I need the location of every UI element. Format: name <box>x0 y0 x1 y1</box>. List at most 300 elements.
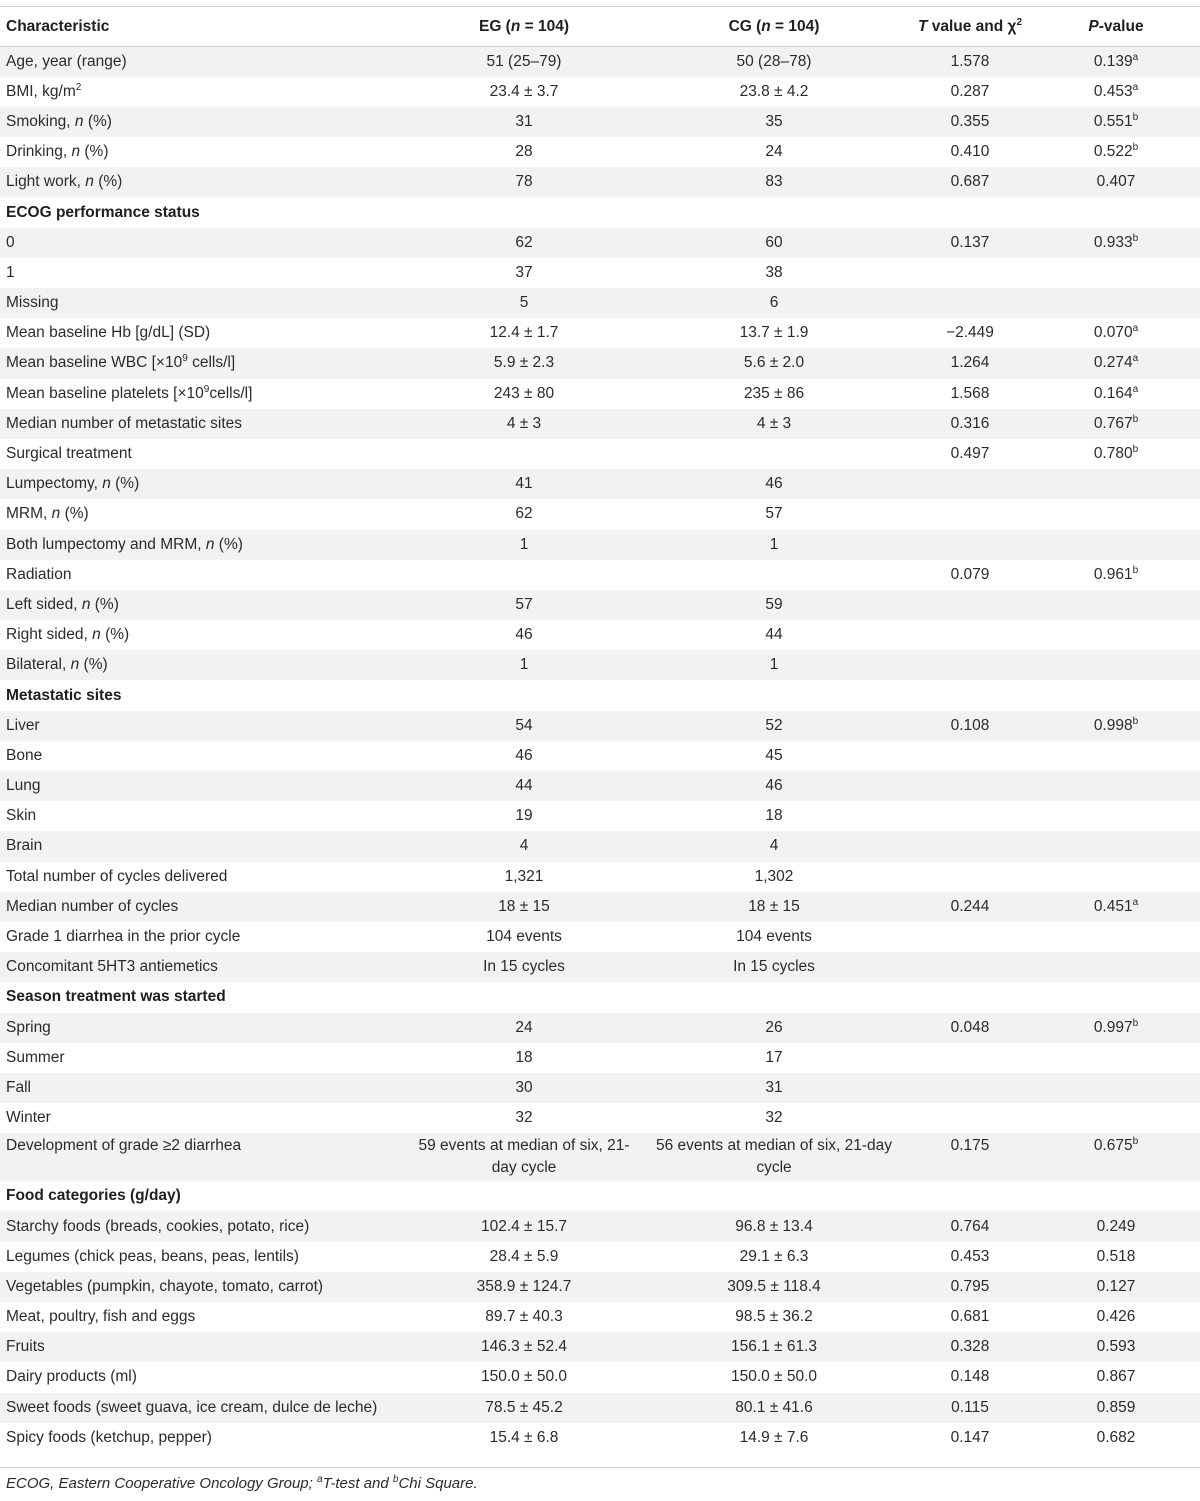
p-value-superscript: a <box>1132 51 1139 63</box>
cell-t-value <box>908 771 1032 801</box>
characteristic-label: Total number of cycles delivered <box>6 867 228 885</box>
cell-eg-value: 1 <box>519 656 529 674</box>
p-value-number: 0.997 <box>1093 1018 1133 1036</box>
cell-cg-value <box>640 560 908 590</box>
cell-p-value <box>1032 862 1200 892</box>
cell-cg-value: 26 <box>765 1018 783 1036</box>
cell-characteristic <box>0 650 408 680</box>
cell-characteristic <box>0 711 408 741</box>
characteristic-label: Liver <box>6 716 40 734</box>
characteristic-label: Metastatic sites <box>6 686 122 704</box>
cell-t-value <box>908 469 1032 499</box>
cell-characteristic <box>0 1073 408 1103</box>
cell-cg-value: 235 ± 86 <box>743 384 805 402</box>
table-footnote <box>6 1475 478 1492</box>
cell-cg-value: 1 <box>769 656 779 674</box>
p-value-number: 0.518 <box>1096 1247 1136 1265</box>
characteristic-label: Left sided, <box>6 595 82 613</box>
cell-cg-value: 18 ± 15 <box>748 897 800 915</box>
p-value-number: 0.522 <box>1093 143 1133 161</box>
cell-p-value <box>1032 771 1200 801</box>
cell-cg-value: 60 <box>765 233 783 251</box>
characteristic-label: Brain <box>6 837 43 855</box>
cell-characteristic <box>0 228 408 258</box>
cell-characteristic <box>0 831 408 861</box>
cell-cg-value: 98.5 ± 36.2 <box>735 1308 813 1326</box>
table-row <box>0 77 1200 107</box>
cell-cg-value: 5.6 ± 2.0 <box>743 354 805 372</box>
cell-t-value <box>908 288 1032 318</box>
cell-characteristic <box>0 862 408 892</box>
characteristic-label: Concomitant 5HT3 antiemetics <box>6 958 218 976</box>
cell-t-value: 0.410 <box>950 143 990 161</box>
cell-cg-value: 56 events at median of six, 21-day cycle <box>655 1137 893 1177</box>
cell-eg-value: 12.4 ± 1.7 <box>489 324 559 342</box>
cell-p-value <box>1032 1423 1200 1453</box>
cell-t-value: 1.568 <box>950 384 990 402</box>
characteristic-label: Spicy foods (ketchup, pepper) <box>6 1428 212 1446</box>
cell-t-value <box>908 1103 1032 1133</box>
cell-p-value <box>1032 318 1200 348</box>
characteristic-label: Skin <box>6 807 37 825</box>
p-value-number: 0.407 <box>1096 173 1136 191</box>
cell-characteristic <box>0 348 408 378</box>
cell-t-value <box>908 1073 1032 1103</box>
section-header-row <box>0 1181 1200 1211</box>
table-row <box>0 228 1200 258</box>
characteristic-label-tail: (%) <box>60 505 89 523</box>
table-row <box>0 771 1200 801</box>
cell-p-value <box>1032 258 1200 288</box>
characteristic-label: Lumpectomy, <box>6 475 103 493</box>
table-row <box>0 741 1200 771</box>
cell-t-value <box>908 530 1032 560</box>
cell-eg-value: 18 ± 15 <box>498 897 550 915</box>
cell-characteristic <box>0 1393 408 1423</box>
p-value-number: 0.998 <box>1093 716 1133 734</box>
cell-characteristic <box>0 318 408 348</box>
header-cg-prefix: CG ( <box>728 17 762 35</box>
cell-characteristic <box>0 288 408 318</box>
characteristic-label-italic: n <box>70 656 80 674</box>
cell-cg-value: 31 <box>765 1078 783 1096</box>
cell-characteristic <box>0 167 408 197</box>
cell-eg-value: 62 <box>515 233 533 251</box>
characteristic-label: Legumes (chick peas, beans, peas, lentils) <box>6 1247 299 1265</box>
cell-p-value <box>1032 952 1200 982</box>
cell-cg-value <box>640 982 908 1012</box>
characteristic-label-italic: n <box>92 626 101 644</box>
header-t-label: T <box>917 17 928 35</box>
cell-cg-value: 46 <box>765 777 783 795</box>
p-value-number: 0.767 <box>1093 414 1133 432</box>
cell-p-value <box>1032 650 1200 680</box>
cell-p-value <box>1032 801 1200 831</box>
cell-t-value <box>908 801 1032 831</box>
table-row <box>0 650 1200 680</box>
cell-t-value <box>908 620 1032 650</box>
table-row <box>0 952 1200 982</box>
header-p-value <box>1032 7 1200 47</box>
cell-eg-value: 32 <box>515 1109 533 1127</box>
cell-characteristic <box>0 922 408 952</box>
header-t-value <box>908 7 1032 47</box>
p-value-superscript: b <box>1132 715 1139 727</box>
characteristic-label-tail: (%) <box>83 112 112 130</box>
characteristic-label: Mean baseline platelets [×10 <box>6 384 204 402</box>
cell-characteristic <box>0 771 408 801</box>
p-value-number: 0.127 <box>1096 1277 1136 1295</box>
footnote-divider <box>0 1467 1200 1468</box>
cell-characteristic <box>0 77 408 107</box>
cell-cg-value: 96.8 ± 13.4 <box>735 1217 813 1235</box>
cell-eg-value <box>408 982 640 1012</box>
cell-t-value <box>908 499 1032 529</box>
table-row <box>0 1362 1200 1392</box>
cell-characteristic <box>0 137 408 167</box>
p-value-number: 0.593 <box>1096 1338 1136 1356</box>
cell-p-value <box>1032 620 1200 650</box>
cell-t-value <box>908 590 1032 620</box>
p-value-superscript: b <box>1132 444 1139 456</box>
cell-eg-value: 243 ± 80 <box>493 384 555 402</box>
cell-eg-value: 5.9 ± 2.3 <box>493 354 555 372</box>
cell-cg-value: 80.1 ± 41.6 <box>735 1398 813 1416</box>
cell-t-value: 0.048 <box>950 1018 990 1036</box>
cell-p-value <box>1032 590 1200 620</box>
footnote-sup-a: a <box>316 1474 323 1485</box>
cell-eg-value: 46 <box>515 626 533 644</box>
cell-p-value <box>1032 77 1200 107</box>
cell-p-value <box>1032 1133 1200 1181</box>
cell-eg-value: 31 <box>515 112 533 130</box>
characteristic-label-superscript: 9 <box>182 353 188 365</box>
cell-p-value <box>1032 379 1200 409</box>
cell-cg-value: 150.0 ± 50.0 <box>730 1368 818 1386</box>
p-value-superscript: a <box>1132 896 1139 908</box>
cell-characteristic <box>0 1332 408 1362</box>
table-row <box>0 499 1200 529</box>
p-value-superscript: a <box>1132 81 1139 93</box>
cell-eg-value: 104 events <box>486 928 562 946</box>
cell-cg-value: 23.8 ± 4.2 <box>739 82 809 100</box>
cell-cg-value: 4 <box>769 837 779 855</box>
p-value-superscript: b <box>1132 1017 1139 1029</box>
table-row <box>0 620 1200 650</box>
cell-t-value: 0.079 <box>950 565 990 583</box>
p-value-superscript: b <box>1132 142 1139 154</box>
table-row <box>0 137 1200 167</box>
cell-t-value: 0.687 <box>950 173 990 191</box>
cell-cg-value: 1 <box>769 535 779 553</box>
table-row <box>0 1043 1200 1073</box>
characteristic-label: 1 <box>6 263 15 281</box>
cell-cg-value: 44 <box>765 626 783 644</box>
characteristic-label: 0 <box>6 233 15 251</box>
section-header-row <box>0 680 1200 710</box>
p-value-number: 0.933 <box>1093 233 1133 251</box>
characteristic-label-tail: (%) <box>110 475 140 493</box>
cell-characteristic <box>0 892 408 922</box>
characteristic-label: Winter <box>6 1109 51 1127</box>
p-value-superscript: b <box>1132 413 1139 425</box>
characteristic-label: Light work, <box>6 173 86 191</box>
cell-eg-value <box>408 560 640 590</box>
table-row <box>0 258 1200 288</box>
cell-t-value: 0.328 <box>950 1338 990 1356</box>
cell-characteristic <box>0 590 408 620</box>
table-row <box>0 590 1200 620</box>
cell-cg-value: 14.9 ± 7.6 <box>739 1428 809 1446</box>
cell-eg-value <box>408 197 640 227</box>
characteristic-label: MRM, <box>6 505 52 523</box>
cell-cg-value: 17 <box>765 1048 783 1066</box>
cell-cg-value: 104 events <box>736 928 812 946</box>
cell-characteristic <box>0 1242 408 1272</box>
header-t-rest: value and χ <box>927 17 1017 35</box>
cell-p-value <box>1032 1242 1200 1272</box>
characteristic-label: Grade 1 diarrhea in the prior cycle <box>6 928 241 946</box>
characteristic-label: Vegetables (pumpkin, chayote, tomato, carrot) <box>6 1277 324 1295</box>
cell-p-value <box>1032 982 1200 1012</box>
cell-characteristic <box>0 197 408 227</box>
cell-t-value: 0.795 <box>950 1277 990 1295</box>
table-row <box>0 1272 1200 1302</box>
characteristic-label: Sweet foods (sweet guava, ice cream, dulce de leche) <box>6 1398 378 1416</box>
cell-p-value <box>1032 1043 1200 1073</box>
cell-p-value <box>1032 47 1200 77</box>
characteristic-label: Fall <box>6 1078 31 1096</box>
p-value-number: 0.780 <box>1093 445 1133 463</box>
cell-p-value <box>1032 711 1200 741</box>
cell-characteristic <box>0 741 408 771</box>
cell-characteristic <box>0 379 408 409</box>
characteristic-label-italic: n <box>81 595 91 613</box>
cell-p-value <box>1032 499 1200 529</box>
characteristic-label: Mean baseline Hb [g/dL] (SD) <box>6 324 211 342</box>
table-row <box>0 47 1200 77</box>
characteristic-label-tail: (%) <box>80 143 109 161</box>
characteristic-label: Drinking, <box>6 143 72 161</box>
table-row <box>0 862 1200 892</box>
cell-p-value <box>1032 107 1200 137</box>
cell-p-value <box>1032 1181 1200 1211</box>
cell-eg-value: 41 <box>515 475 533 493</box>
footnote-part1: ECOG, Eastern Cooperative Oncology Group; <box>6 1475 317 1492</box>
cell-p-value <box>1032 831 1200 861</box>
cell-t-value: 0.148 <box>950 1368 990 1386</box>
cell-t-value: 1.578 <box>950 52 990 70</box>
characteristic-label: Summer <box>6 1048 65 1066</box>
table-row <box>0 318 1200 348</box>
cell-characteristic <box>0 952 408 982</box>
characteristic-label: BMI, kg/m <box>6 82 76 100</box>
p-value-number: 0.070 <box>1093 324 1133 342</box>
header-p-label: P <box>1088 17 1099 35</box>
header-cg-suffix: = 104) <box>770 17 820 35</box>
cell-t-value: 0.764 <box>950 1217 990 1235</box>
cell-characteristic <box>0 1423 408 1453</box>
cell-p-value <box>1032 1362 1200 1392</box>
cell-characteristic <box>0 680 408 710</box>
p-value-number: 0.453 <box>1093 82 1133 100</box>
cell-p-value <box>1032 1302 1200 1332</box>
p-value-number: 0.274 <box>1093 354 1133 372</box>
cell-eg-value: 19 <box>515 807 533 825</box>
cell-eg-value: 44 <box>515 777 533 795</box>
table-row <box>0 469 1200 499</box>
characteristic-label: Mean baseline WBC [×10 <box>6 354 183 372</box>
cell-characteristic <box>0 47 408 77</box>
cell-characteristic <box>0 620 408 650</box>
cell-p-value <box>1032 469 1200 499</box>
table-row <box>0 831 1200 861</box>
cell-eg-value: 23.4 ± 3.7 <box>489 82 559 100</box>
header-eg-n: n <box>510 17 521 35</box>
table-row <box>0 1302 1200 1332</box>
section-header-row <box>0 982 1200 1012</box>
footnote-part2: T-test and <box>322 1475 393 1492</box>
cell-eg-value: 4 <box>519 837 529 855</box>
table-row <box>0 711 1200 741</box>
table-row <box>0 409 1200 439</box>
cell-cg-value: 4 ± 3 <box>756 414 792 432</box>
p-value-number: 0.139 <box>1093 52 1133 70</box>
characteristic-label: Missing <box>6 294 59 312</box>
table-row <box>0 1423 1200 1453</box>
cell-eg-value: 46 <box>515 746 533 764</box>
p-value-number: 0.426 <box>1096 1308 1136 1326</box>
cell-characteristic <box>0 1043 408 1073</box>
characteristic-label: Median number of metastatic sites <box>6 414 243 432</box>
cell-p-value <box>1032 348 1200 378</box>
cell-t-value <box>908 258 1032 288</box>
cell-t-value: 0.316 <box>950 414 990 432</box>
cell-t-value: 0.137 <box>950 233 990 251</box>
cell-eg-value: 57 <box>515 595 533 613</box>
cell-cg-value: 24 <box>765 143 783 161</box>
p-value-superscript: b <box>1132 232 1139 244</box>
p-value-superscript: a <box>1132 323 1139 335</box>
footnote-part3: Chi Square. <box>398 1475 478 1492</box>
cell-eg-value <box>408 680 640 710</box>
characteristic-label-italic: n <box>205 535 215 553</box>
p-value-number: 0.961 <box>1093 565 1133 583</box>
cell-eg-value: 37 <box>515 263 533 281</box>
header-cg-n: n <box>761 17 771 35</box>
cell-cg-value <box>640 680 908 710</box>
characteristic-label: Surgical treatment <box>6 445 132 463</box>
cell-p-value <box>1032 1013 1200 1043</box>
cell-p-value <box>1032 680 1200 710</box>
cell-eg-value: 28 <box>515 143 533 161</box>
header-t-sup: 2 <box>1016 16 1023 28</box>
table-row <box>0 801 1200 831</box>
characteristic-label-tail: (%) <box>214 535 243 553</box>
cell-eg-value: 150.0 ± 50.0 <box>480 1368 568 1386</box>
cell-cg-value: 309.5 ± 118.4 <box>727 1277 821 1295</box>
p-value-number: 0.859 <box>1096 1398 1136 1416</box>
cell-cg-value <box>640 1181 908 1211</box>
cell-characteristic <box>0 1133 408 1181</box>
cell-p-value <box>1032 530 1200 560</box>
header-row <box>0 7 1200 47</box>
cell-characteristic <box>0 1362 408 1392</box>
characteristic-label: Bilateral, <box>6 656 71 674</box>
cell-characteristic <box>0 982 408 1012</box>
cell-characteristic <box>0 1013 408 1043</box>
p-value-superscript: a <box>1132 353 1139 365</box>
cell-p-value <box>1032 197 1200 227</box>
header-cg <box>640 7 908 47</box>
cell-cg-value: 156.1 ± 61.3 <box>730 1338 818 1356</box>
p-value-superscript: b <box>1132 1136 1139 1148</box>
characteristic-label-tail: (%) <box>93 173 123 191</box>
p-value-number: 0.867 <box>1096 1368 1136 1386</box>
table-row <box>0 1393 1200 1423</box>
cell-t-value: 0.355 <box>950 112 990 130</box>
cell-cg-value: 1,302 <box>754 867 794 885</box>
cell-eg-value: 30 <box>515 1078 533 1096</box>
table-row <box>0 1103 1200 1133</box>
cell-eg-value: 51 (25–79) <box>486 52 562 70</box>
cell-eg-value: 18 <box>515 1048 533 1066</box>
cell-eg-value: 89.7 ± 40.3 <box>485 1308 563 1326</box>
header-eg-suffix: = 104) <box>520 17 570 35</box>
cell-characteristic <box>0 1272 408 1302</box>
cell-characteristic <box>0 530 408 560</box>
characteristic-label: Right sided, <box>6 626 93 644</box>
cell-cg-value: 38 <box>765 263 783 281</box>
p-value-superscript: b <box>1132 111 1139 123</box>
cell-eg-value: 62 <box>515 505 533 523</box>
cell-p-value <box>1032 892 1200 922</box>
table-row <box>0 379 1200 409</box>
cell-cg-value: In 15 cycles <box>733 958 815 976</box>
cell-characteristic <box>0 1211 408 1241</box>
characteristic-label-superscript: 9 <box>203 383 210 395</box>
table-body <box>0 47 1200 1453</box>
cell-cg-value: 59 <box>765 595 783 613</box>
cell-cg-value: 52 <box>765 716 783 734</box>
cell-eg-value: 1,321 <box>504 867 544 885</box>
cell-p-value <box>1032 560 1200 590</box>
header-eg <box>408 7 640 47</box>
characteristic-label-italic: n <box>51 505 61 523</box>
cell-t-value: 0.497 <box>950 445 990 463</box>
cell-cg-value: 32 <box>765 1109 783 1127</box>
cell-cg-value: 6 <box>769 294 779 312</box>
cell-eg-value: 28.4 ± 5.9 <box>489 1247 559 1265</box>
characteristic-label-tail: (%) <box>90 595 119 613</box>
table-row <box>0 892 1200 922</box>
cell-cg-value <box>640 439 908 469</box>
cell-p-value <box>1032 167 1200 197</box>
cell-characteristic <box>0 560 408 590</box>
cell-characteristic <box>0 439 408 469</box>
characteristic-label: Age, year (range) <box>6 52 127 70</box>
characteristic-label: Meat, poultry, fish and eggs <box>6 1308 196 1326</box>
table-row <box>0 288 1200 318</box>
p-value-superscript: b <box>1132 564 1139 576</box>
characteristic-label-italic: n <box>85 173 94 191</box>
table-row <box>0 1242 1200 1272</box>
section-header-row <box>0 197 1200 227</box>
characteristic-label: Fruits <box>6 1338 45 1356</box>
table-row <box>0 348 1200 378</box>
cell-t-value <box>908 952 1032 982</box>
cell-cg-value <box>640 197 908 227</box>
